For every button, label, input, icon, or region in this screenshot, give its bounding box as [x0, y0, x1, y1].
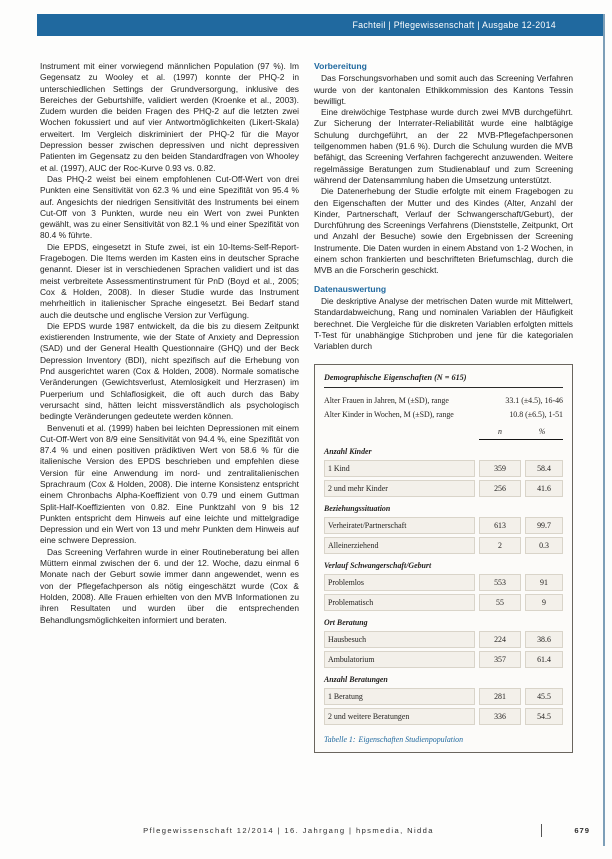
table-row-n: 281: [479, 688, 521, 705]
table-row: [324, 594, 563, 611]
table-row-n: 2: [479, 537, 521, 554]
table-row-label: Alleinerziehend: [324, 537, 475, 554]
table-section-header: Verlauf Schwangerschaft/Geburt: [324, 561, 432, 571]
table-section-header: Anzahl Kinder: [324, 447, 372, 457]
table-row: [324, 651, 563, 668]
stat-value: 10.8 (±6.5), 1-51: [509, 410, 563, 420]
table-title: Demographische Eigenschaften (N = 615): [324, 373, 563, 388]
table-section-beziehungssituation: [324, 504, 563, 554]
table-row-pct: 54.5: [525, 708, 563, 725]
table-row-n: 357: [479, 651, 521, 668]
table-row-pct: 38.6: [525, 631, 563, 648]
stat-label: Alter Frauen in Jahren, M (±SD), range: [324, 396, 449, 406]
paragraph: Die EPDS wurde 1987 entwickelt, da die bis zu diesem Zeitpunkt existierenden Instrumente, wie der State of Anxiety and Depression (SAD) und der General Health Questionnaire (GHQ) und der Beck Depression Inventory (BDI), nicht spezifisch auf die Erhebung von Pnd ausgerichtet waren (Cox & Holden, 2008). Normale somatische Veränderungen (Gewichtsverlust, Atemlosigkeit und Herzrasen) im Puerperium und Schlaflosigkeit, die oft auch durch das Baby verursacht sind, hätten leicht missverständlich als psychologisch bedingte Veränderungen gedeutete werden können.: [40, 320, 299, 422]
left-column: [40, 61, 299, 753]
paragraph: Benvenuti et al. (1999) haben bei leichten Depressionen mit einem Cut-Off-Wert von 8/9 eine Sensitivität von 94.4 %, eine Spezifität von 87.4 % und einen positiven prädiktiven Wert von 58.6 % für die italienische Version des EPDS beschrieben und empfehlen diese Version für eine Anwendung im nord- und zentralitalienischen Sprachraum (Cox & Holden, 2008). Die interne Konsistenz entspricht einem Chronbachs Alpha-Koeffizient von 0.79 und einem Guttman Split-Half-Koeffizienten von 0.82. Eine Punktzahl von 9 bis 12 Punkten entspricht dem Hinweis auf eine leichte und mittelgradige Depression und ein Wert von 13 und mehr Punkten dem Hinweis auf eine schwere Depression.: [40, 422, 299, 546]
paragraph: Das Screening Verfahren wurde in einer Routineberatung bei allen Müttern einmal zwischen der 6. und der 12. Woche, dazu einmal 6 Monate nach der Geburt sowie immer dann angewendet, wenn es von der Pflegefachperson als nötig eingeschätzt wurde (Cox & Holden, 2008). Alle Frauen erhielten von den MVB Informationen zu ihren Resultaten und wurden über die entsprechenden Behandlungsmöglichkeiten informiert und beraten.: [40, 546, 299, 625]
stat-label: Alter Kinder in Wochen, M (±SD), range: [324, 410, 454, 420]
table-row-pct: 0.3: [525, 537, 563, 554]
table-row: [324, 631, 563, 648]
paragraph: Das PHQ-2 weist bei einem empfohlenen Cut-Off-Wert von drei Punkten eine Sensitivität von 62.3 % und eine Spezifität von 95.4 % auf. Angesichts der niedrigen Sensitivität des Instruments bei einem Cut-Off von 3 Punkten, wurde neu ein Wert von zwei Punkten gewählt, was zu einer Sensitivität von 82.1 % und einer Spezifität von 80.4 % führte.: [40, 173, 299, 241]
paragraph: Die EPDS, eingesetzt in Stufe zwei, ist ein 10-Items-Self-Report-Fragebogen. Die Items werden im Kasten eins in deutscher Sprache genannt. Dieser ist in verschiedenen Sprachen validiert und ist das meist verbreitete Assessmentinstrument für PnD (Boyd et al., 2005; Cox & Holden, 2008). In dieser Studie wurde das Instrument mehrheitlich in italienischer Sprache eingesetzt. Bei Bedarf stand auch die deutsche und englische Version zur Verfügung.: [40, 241, 299, 320]
table-row-label: 1 Kind: [324, 460, 475, 477]
table-caption: [324, 735, 563, 745]
table-row-n: 553: [479, 574, 521, 591]
table-row-label: 1 Beratung: [324, 688, 475, 705]
table-row-label: Hausbesuch: [324, 631, 475, 648]
table-stat-row: [324, 410, 563, 420]
table-section-anzahl-kinder: [324, 447, 563, 497]
table-section-header: Beziehungssituation: [324, 504, 391, 514]
table-row: [324, 574, 563, 591]
table-row-label: Ambulatorium: [324, 651, 475, 668]
table-section-header: Ort Beratung: [324, 618, 368, 628]
demographics-table: [314, 364, 573, 753]
table-row-n: 55: [479, 594, 521, 611]
table-row-pct: 41.6: [525, 480, 563, 497]
table-row: [324, 708, 563, 725]
stat-value: 33.1 (±4.5), 16-46: [505, 396, 563, 406]
paragraph: Das Forschungsvorhaben und somit auch das Screening Verfahren wurde von der kantonalen Ethikkommission des Kantons Tessin bewilligt.: [314, 73, 573, 106]
page-footer: [40, 822, 590, 838]
paragraph: Die deskriptive Analyse der metrischen Daten wurde mit Mittelwert, Standardabweichung, Rang und nominalen Variablen der Häufigkeit berechnet. Die Vergleiche für die diskreten Variablen erfolgten mittels T-Test für unabhängige Stichproben und jene für die kategorialen Variablen durch: [314, 295, 573, 352]
journal-header-bar: [37, 14, 604, 36]
column-header-n: n: [498, 427, 502, 437]
table-row-n: 336: [479, 708, 521, 725]
table-section-verlauf: [324, 561, 563, 611]
right-column: [314, 61, 573, 753]
table-row-label: Verheiratet/Partnerschaft: [324, 517, 475, 534]
table-row-label: 2 und weitere Beratungen: [324, 708, 475, 725]
footer-divider: [541, 824, 542, 837]
table-row: [324, 517, 563, 534]
footer-journal-line: Pflegewissenschaft 12/2014 | 16. Jahrgang | hpsmedia, Nidda: [143, 825, 434, 835]
table-row-pct: 99.7: [525, 517, 563, 534]
page-edge-rule: [603, 14, 605, 846]
table-caption-prefix: Tabelle 1:: [324, 735, 356, 745]
article-body: [40, 61, 574, 753]
column-header-percent: %: [538, 427, 546, 437]
table-row-pct: 61.4: [525, 651, 563, 668]
section-heading-datenauswertung: Datenauswertung: [314, 283, 387, 294]
table-row-label: Problemlos: [324, 574, 475, 591]
paragraph: Die Datenerhebung der Studie erfolgte mit einem Fragebogen zu den Eigenschaften der Mutter und des Kindes (Alter, Anzahl der Kinder, Partnerschaft, Verlauf der Schwangerschaft/Geburt), der Durchführung des Screenings Verfahrens (Dienststelle, Zeitpunkt, Ort und Anzahl der Besuche) sowie den Ergebnissen der Screening Instrumente. Die Daten wurden in einem Abstand von 1-2 Wochen, in einem schon frankierten und beschrifteten Briefumschlag, durch die MVB an die Forscherin geschickt.: [314, 186, 573, 276]
table-row: [324, 460, 563, 477]
table-section-anzahl-beratungen: [324, 675, 563, 725]
table-column-headers: [324, 427, 563, 440]
table-row-n: 224: [479, 631, 521, 648]
table-row-pct: 58.4: [525, 460, 563, 477]
table-row-n: 613: [479, 517, 521, 534]
paragraph: Instrument mit einer vorwiegend männlichen Population (97 %). Im Gegensatz zu Wooley et al. (1997) konnte der PHQ-2 in unterschiedlichen Settings der Grundversorgung, inklusive des Bereiches der Geburtshilfe, validiert werden (Kroenke et al., 2003). Zudem wurden die beiden Fragen des PHQ-2 auf die letzten zwei Wochen fokussiert und auf vier Antwortmöglichkeiten (Likert-Skala) erweitert. Im Vergleich diskriminiert der PHQ-2 für die Mayor Depression besser zwischen depressiven und nicht depressiven Patienten im Gegensatz zu den beiden Standardfragen von Whooley et al. (1997), AUC der Roc-Kurve 0.93 vs. 0.82.: [40, 61, 299, 173]
table-caption-text: Eigenschaften Studienpopulation: [358, 735, 464, 745]
table-row: [324, 537, 563, 554]
paragraph: Eine dreiwöchige Testphase wurde durch zwei MVB durchgeführt. Zur Sicherung der Interrater-Reliabilität wurde eine halbtägige Schulung durchgeführt, an der 22 MVB-Pflegefachpersonen teilgenommen haben (91.6 %). Durch die Schulung wurden die MVB befähigt, das Screening Verfahren fachgerecht anzuwenden. Weitere regelmässige Beratungen zum Studienablauf und zum Screening während der Datensammlung haben die Umsetzung unterstützt.: [314, 107, 573, 185]
table-stat-row: [324, 396, 563, 406]
table-row-label: 2 und mehr Kinder: [324, 480, 475, 497]
table-row: [324, 688, 563, 705]
table-section-ort-beratung: [324, 618, 563, 668]
table-row-pct: 91: [525, 574, 563, 591]
section-heading-vorbereitung: Vorbereitung: [314, 61, 367, 71]
footer-page-number: 679: [574, 825, 590, 835]
table-row: [324, 480, 563, 497]
table-row-pct: 9: [525, 594, 563, 611]
table-row-label: Problematisch: [324, 594, 475, 611]
table-row-n: 359: [479, 460, 521, 477]
journal-header-title: Fachteil | Pflegewissenschaft | Ausgabe 12-2014: [352, 20, 556, 30]
table-row-pct: 45.5: [525, 688, 563, 705]
table-row-n: 256: [479, 480, 521, 497]
table-section-header: Anzahl Beratungen: [324, 675, 388, 685]
